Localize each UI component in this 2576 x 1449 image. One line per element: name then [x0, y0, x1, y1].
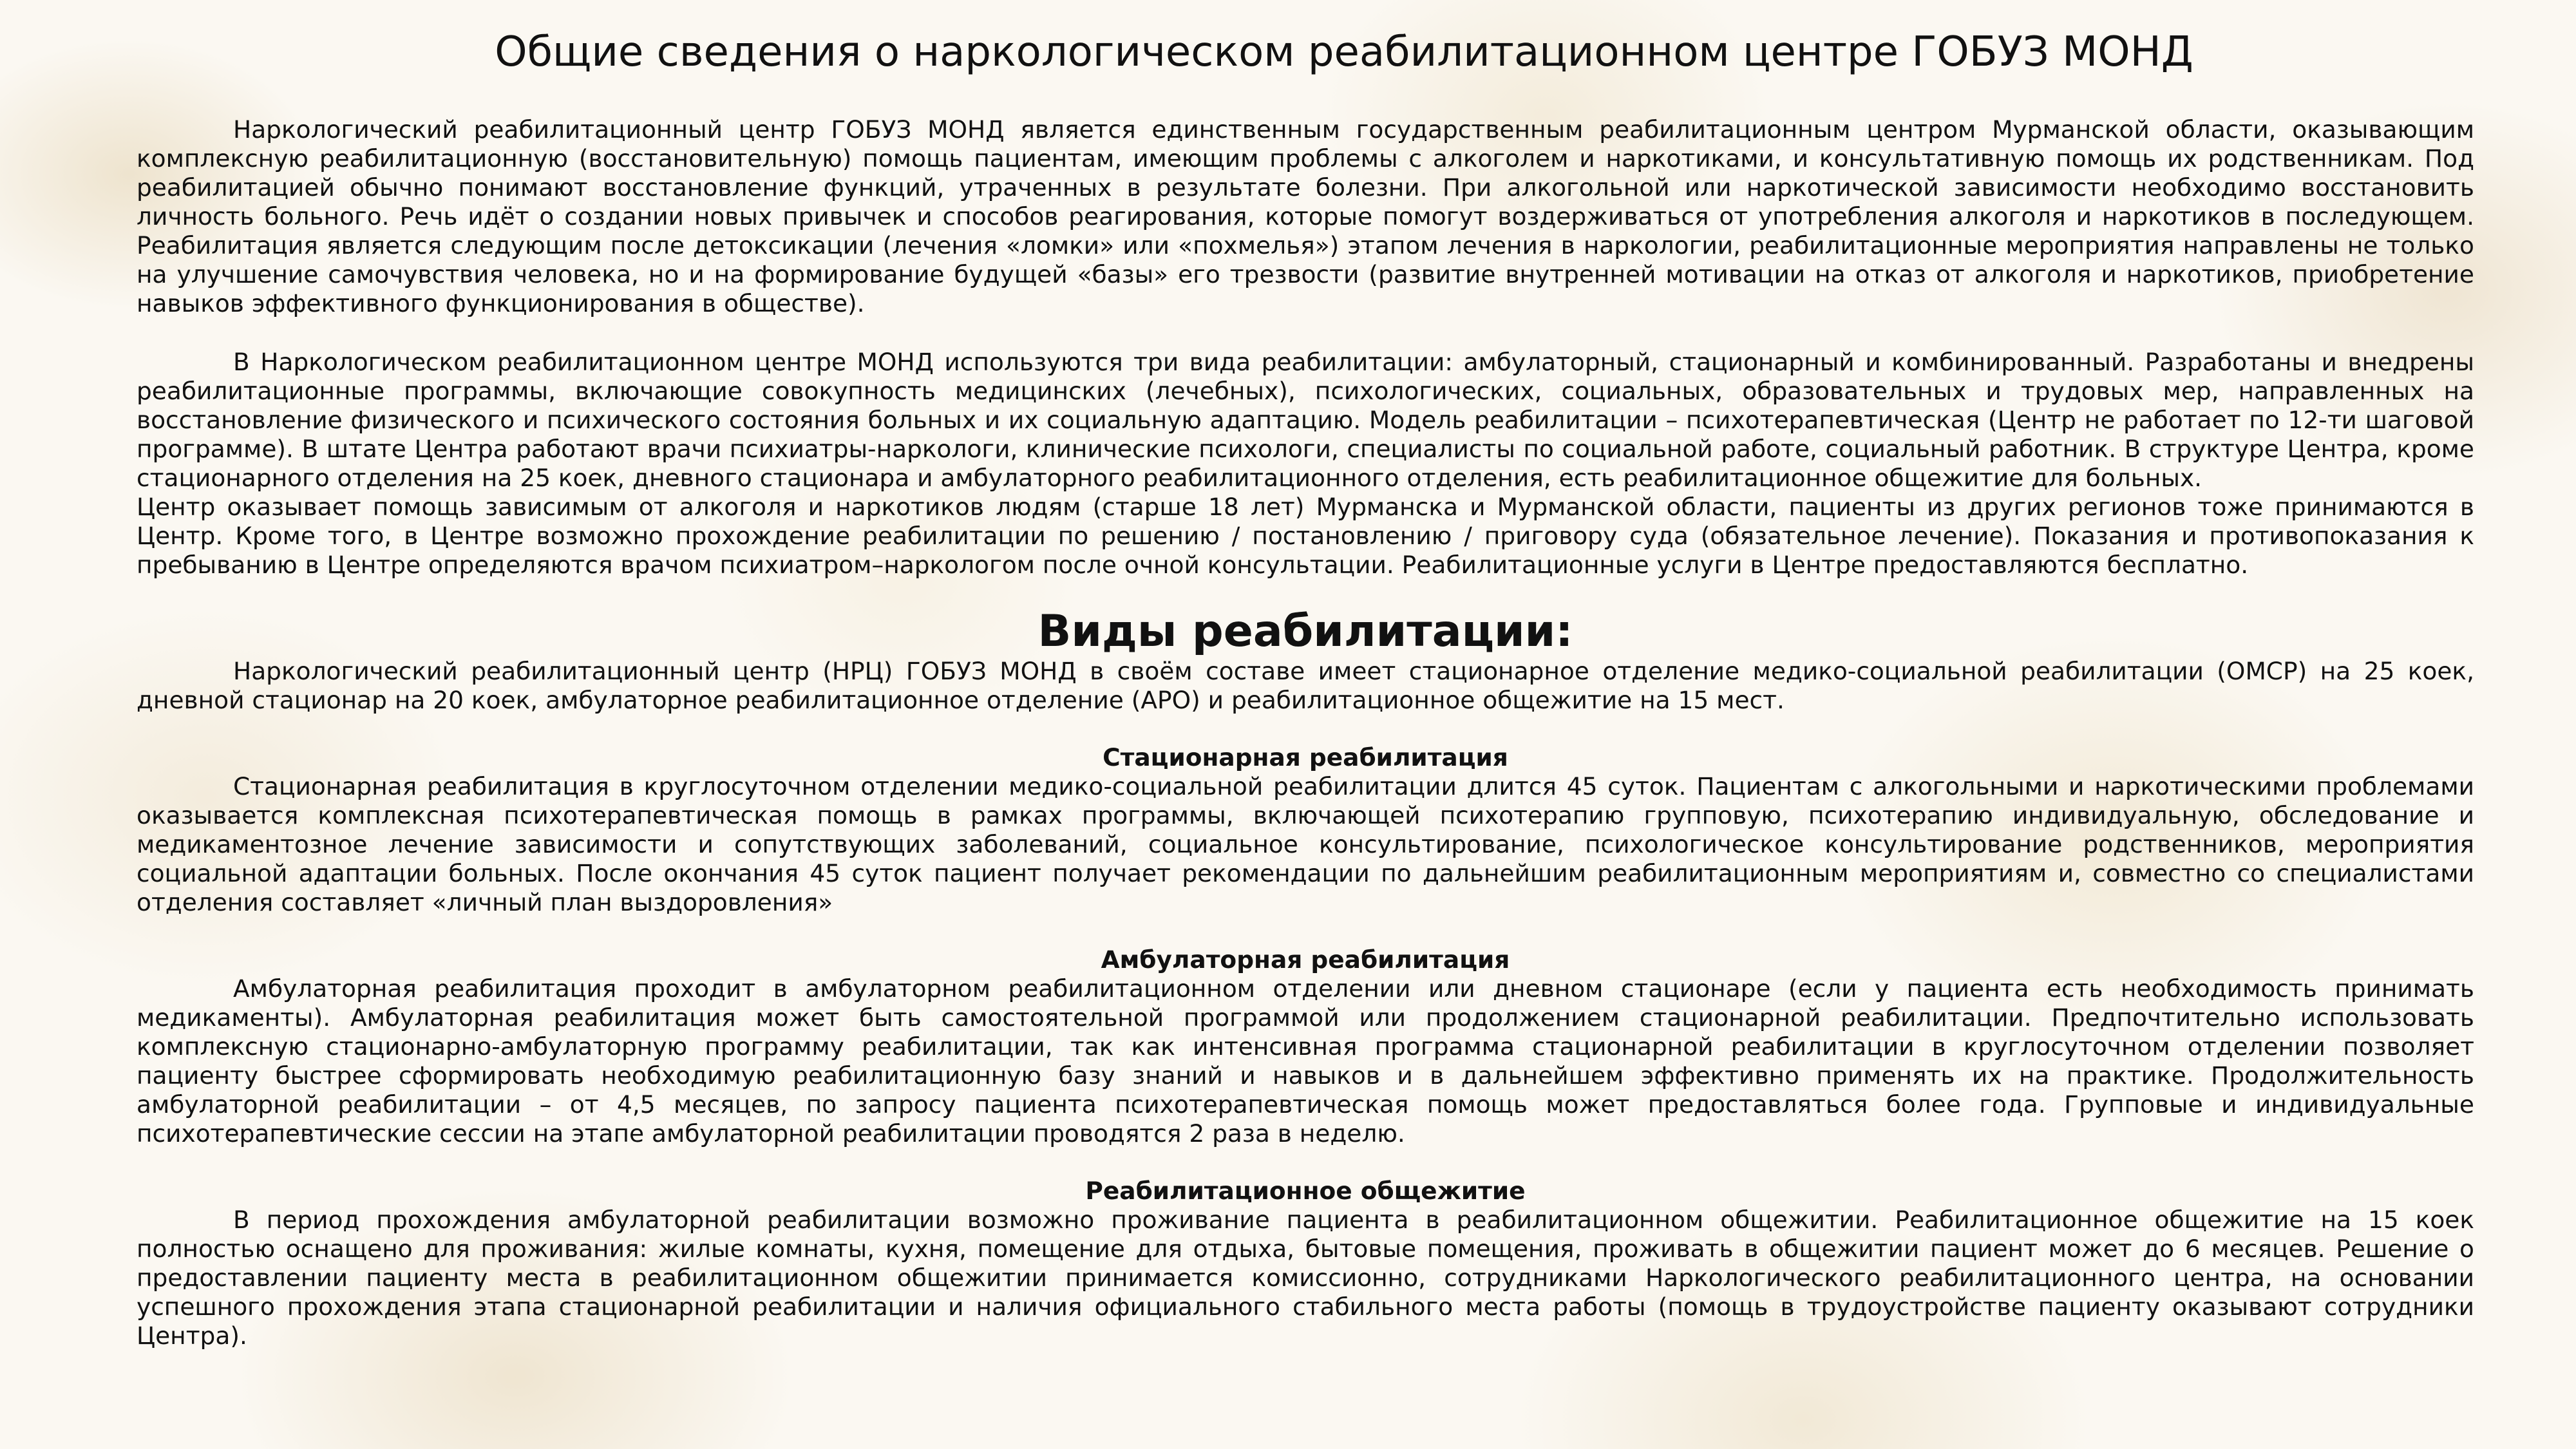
document-page: [137, 26, 2474, 1430]
outpatient-heading: Амбулаторная реабилитация: [1101, 945, 1510, 974]
dormitory-text: В период прохождения амбулаторной реабилитации возможно проживание пациента в реабилитационном общежитии. Реабилитационное общежитие на 15 коек полностью оснащено для проживания: жилые комнаты, кухня, помещение для отдыха, бытовые помещения, проживать в общежитии пациент может до 6 месяцев. Решение о предоставлении пациенту места в реабилитационном общежитии принимается комиссионно, сотрудниками Наркологического реабилитационного центра, на основании успешного прохождения этапа стационарной реабилитации и наличия официального стабильного места работы (помощь в трудоустройстве пациенту оказывают сотрудники Центра).: [137, 1206, 2474, 1350]
page-title: Общие сведения о наркологическом реабилитационном центре ГОБУЗ МОНД: [495, 28, 2193, 76]
inpatient-text: Стационарная реабилитация в круглосуточном отделении медико-социальной реабилитации длится 45 суток. Пациентам с алкогольными и наркотическими проблемами оказывается комплексная психотерапевтическая помощь в рамках программы, включающей психотерапию групповую, психотерапию индивидуальную, обследование и медикаментозное лечение зависимости и сопутствующих заболеваний, социальное консультирование, психологическое консультирование родственников, мероприятия социальной адаптации больных. После окончания 45 суток пациент получает рекомендации по дальнейшим реабилитационным мероприятиям и, совместно со специалистами отделения составляет «личный план выздоровления»: [137, 772, 2474, 917]
outpatient-text: Амбулаторная реабилитация проходит в амбулаторном реабилитационном отделении или дневном стационаре (если у пациента есть необходимость принимать медикаменты). Амбулаторная реабилитация может быть самостоятельной программой или продолжением стационарной реабилитации. Предпочтительно использовать комплексную стационарно-амбулаторную программу реабилитации, так как интенсивная программа стационарной реабилитации в круглосуточном отделении позволяет пациенту быстрее сформировать необходимую реабилитационную базу знаний и навыков и в дальнейшем эффективно применять их на практике. Продолжительность амбулаторной реабилитации – от 4,5 месяцев, по запросу пациента психотерапевтическая помощь может предоставляться более года. Групповые и индивидуальные психотерапевтические сессии на этапе амбулаторной реабилитации проводятся 2 раза в неделю.: [137, 974, 2474, 1148]
inpatient-heading: Стационарная реабилитация: [1103, 743, 1508, 772]
types-heading: Виды реабилитации:: [1037, 606, 1573, 658]
intro-paragraph-1: Наркологический реабилитационный центр ГОБУЗ МОНД является единственным государственным реабилитационным центром Мурманской области, оказывающим комплексную реабилитационную (восстановительную) помощь пациентам, имеющим проблемы с алкоголем и наркотиками, и консультативную помощь их родственникам. Под реабилитацией обычно понимают восстановление функций, утраченных в результате болезни. При алкогольной или наркотической зависимости необходимо восстановить личность больного. Речь идёт о создании новых привычек и способов реагирования, которые помогут воздерживаться от употребления алкоголя и наркотиков в последующем. Реабилитация является следующим после детоксикации (лечения «ломки» или «похмелья») этапом лечения в наркологии, реабилитационные мероприятия направлены не только на улучшение самочувствия человека, но и на формирование будущей «базы» его трезвости (развитие внутренней мотивации на отказ от алкоголя и наркотиков, приобретение навыков эффективного функционирования в обществе).: [137, 115, 2474, 318]
intro-paragraph-3: Центр оказывает помощь зависимым от алкоголя и наркотиков людям (старше 18 лет) Мурманска и Мурманской области, пациенты из других регионов тоже принимаются в Центр. Кроме того, в Центре возможно прохождение реабилитации по решению / постановлению / приговору суда (обязательное лечение). Показания и противопоказания к пребыванию в Центре определяются врачом психиатром–наркологом после очной консультации. Реабилитационные услуги в Центре предоставляются бесплатно.: [137, 493, 2474, 580]
paragraph-gap: [137, 318, 2474, 348]
dormitory-heading: Реабилитационное общежитие: [1085, 1177, 1526, 1206]
intro-paragraph-2: В Наркологическом реабилитационном центре МОНД используются три вида реабилитации: амбулаторный, стационарный и комбинированный. Разработаны и внедрены реабилитационные программы, включающие совокупность медицинских (лечебных), психологических, социальных, образовательных и трудовых мер, направленных на восстановление физического и психического состояния больных и их социальную адаптацию. Модель реабилитации – психотерапевтическая (Центр не работает по 12-ти шаговой программе). В штате Центра работают врачи психиатры-наркологи, клинические психологи, специалисты по социальной работе, социальный работник. В структуре Центра, кроме стационарного отделения на 25 коек, дневного стационара и амбулаторного реабилитационного отделения, есть реабилитационное общежитие для больных.: [137, 348, 2474, 493]
types-intro: Наркологический реабилитационный центр (НРЦ) ГОБУЗ МОНД в своём составе имеет стационарное отделение медико-социальной реабилитации (ОМСР) на 25 коек, дневной стационар на 20 коек, амбулаторное реабилитационное отделение (АРО) и реабилитационное общежитие на 15 мест.: [137, 657, 2474, 715]
